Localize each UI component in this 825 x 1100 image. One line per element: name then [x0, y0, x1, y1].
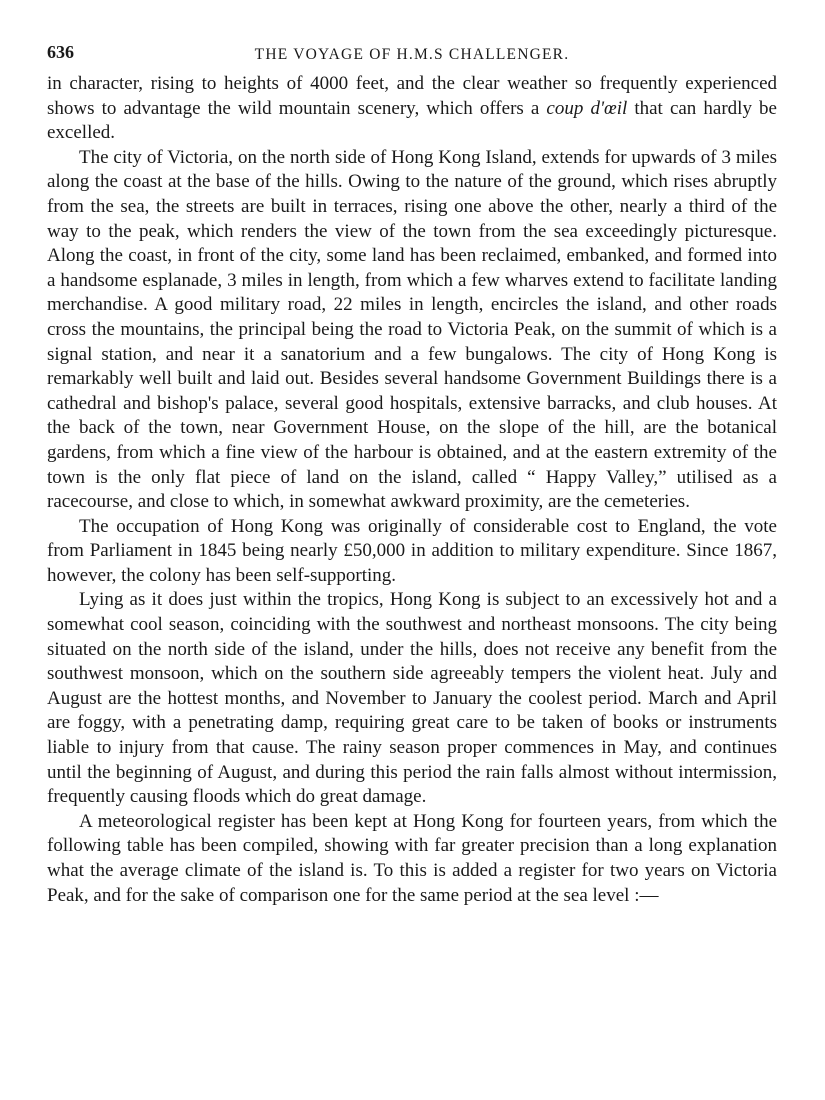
- paragraph-4: Lying as it does just within the tropics, Hong Kong is subject to an excessively hot and a somewhat cool season, coinciding with the southwest and northeast monsoons. The city being situated on the north side of the island, under the hills, does not receive any benefit from the southwest monsoon, which on the southern side agreeably tempers the violent heat. July and August are the hottest months, and November to January the coolest period. March and April are foggy, with a penetrating damp, requiring great care to be taken of books or instruments liable to injury from that cause. The rainy season proper commences in May, and continues until the beginning of August, and during this period the rain falls almost without intermission, frequently causing floods which do great damage.: [47, 589, 777, 808]
- paragraph-1-text-before: in character, rising to heights of 4000 feet, and the clear weather so frequently experienced shows to advantage the wild mountain scenery, which offers a: [47, 73, 777, 119]
- page-number: 636: [47, 42, 74, 62]
- paragraph-1-text-after: that can hardly be excelled.: [47, 97, 777, 144]
- running-title: THE VOYAGE OF H.M.S CHALLENGER.: [254, 46, 570, 63]
- paragraph-1-italic-phrase: coup d'œil: [546, 97, 628, 119]
- body-text: [47, 72, 777, 908]
- paragraph-5: A meteorological register has been kept at Hong Kong for fourteen years, from which the following table has been compiled, showing with far greater precision than a long explanation what the average climate of the island is. To this is added a register for two years on Victoria Peak, and for the sake of comparison one for the same period at the sea level :—: [47, 810, 777, 906]
- running-head: [47, 36, 777, 72]
- page: [47, 36, 777, 908]
- paragraph-2: The city of Victoria, on the north side of Hong Kong Island, extends for upwards of 3 miles along the coast at the base of the hills. Owing to the nature of the ground, which rises abruptly from the sea, the streets are built in terraces, rising one above the other, nearly a third of the way to the peak, which renders the view of the town from the sea exceedingly picturesque. Along the coast, in front of the city, some land has been reclaimed, embanked, and formed into a handsome esplanade, 3 miles in length, from which a few wharves extend to facilitate landing merchandise. A good military road, 22 miles in length, encircles the island, and other roads cross the mountains, the principal being the road to Victoria Peak, on the summit of which is a signal station, and near it a sanatorium and a few bungalows. The city of Hong Kong is remarkably well built and laid out. Besides several handsome Government Buildings there is a cathedral and bishop's palace, several good hospitals, extensive barracks, and club houses. At the back of the town, near Government House, on the slope of the hill, are the botanical gardens, from which a fine view of the harbour is obtained, and at the eastern extremity of the town is the only flat piece of land on the island, called “ Happy Valley,” utilised as a racecourse, and close to which, in somewhat awkward proximity, are the cemeteries.: [47, 146, 777, 513]
- paragraph-1: [47, 72, 777, 146]
- paragraph-3: The occupation of Hong Kong was originally of considerable cost to England, the vote from Parliament in 1845 being nearly £50,000 in addition to military expenditure. Since 1867, however, the colony has been self-supporting.: [47, 515, 777, 586]
